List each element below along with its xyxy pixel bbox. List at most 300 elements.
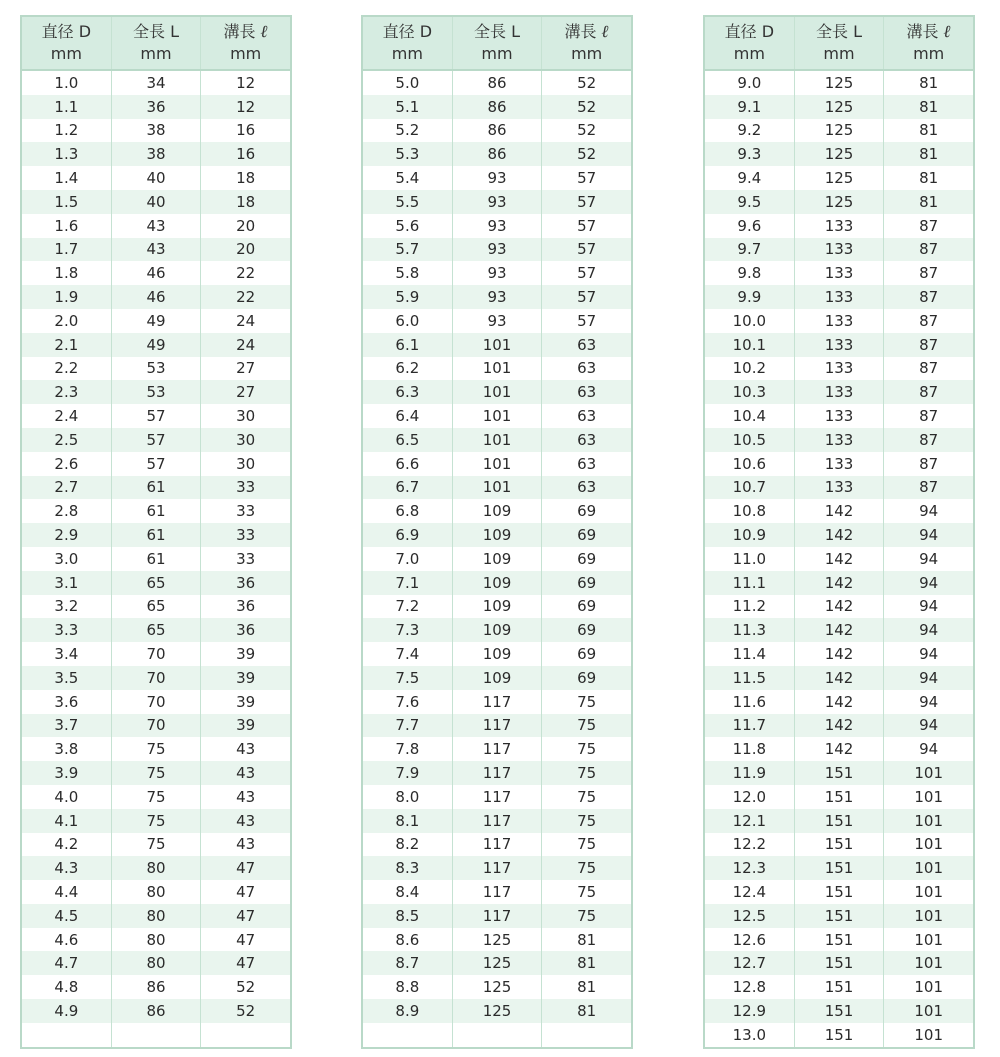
- diameter-cell: 2.0: [22, 309, 112, 333]
- flute-length-cell: 87: [919, 335, 939, 354]
- table-row: [22, 261, 290, 285]
- overall-length-cell: 125: [795, 166, 885, 190]
- flute-length-cell: 87: [919, 430, 939, 449]
- flute-length-cell: 52: [577, 73, 597, 92]
- diameter-cell: 2.6: [22, 452, 112, 476]
- overall-length-cell: 80: [112, 856, 202, 880]
- diameter-cell: 1.8: [22, 261, 112, 285]
- diameter-cell: 12.2: [705, 833, 795, 857]
- diameter-cell: 10.9: [705, 523, 795, 547]
- table-row: [22, 452, 290, 476]
- flute-length-cell: 101: [914, 835, 943, 854]
- table-row: [363, 690, 631, 714]
- flute-length-cell: 33: [236, 549, 256, 568]
- table-row: [363, 642, 631, 666]
- header-diameter: [705, 17, 795, 69]
- diameter-cell: 7.1: [363, 571, 453, 595]
- flute-length-cell: 20: [236, 216, 256, 235]
- overall-length-cell: 117: [453, 761, 543, 785]
- table-row: [705, 166, 973, 190]
- overall-length-cell: [112, 1023, 202, 1047]
- flute-length-cell: 87: [919, 264, 939, 283]
- overall-length-cell: 70: [112, 714, 202, 738]
- overall-length-cell: 133: [795, 309, 885, 333]
- flute-length-cell: 39: [236, 668, 256, 687]
- table-row: [705, 690, 973, 714]
- flute-length-cell: 87: [919, 288, 939, 307]
- table-row: [22, 666, 290, 690]
- diameter-cell: 4.1: [22, 809, 112, 833]
- diameter-cell: 3.0: [22, 547, 112, 571]
- table-row: [363, 880, 631, 904]
- flute-length-cell: 52: [577, 145, 597, 164]
- overall-length-cell: 46: [112, 285, 202, 309]
- table-row: [705, 666, 973, 690]
- overall-length-cell: 40: [112, 190, 202, 214]
- overall-length-cell: 151: [795, 856, 885, 880]
- overall-length-cell: 125: [453, 975, 543, 999]
- diameter-cell: 6.5: [363, 428, 453, 452]
- flute-length-cell: 75: [577, 740, 597, 759]
- overall-length-cell: 93: [453, 190, 543, 214]
- overall-length-cell: 38: [112, 119, 202, 143]
- overall-length-cell: 109: [453, 571, 543, 595]
- diameter-cell: 8.1: [363, 809, 453, 833]
- drill-spec-table-1: [20, 15, 292, 1049]
- overall-length-cell: 117: [453, 856, 543, 880]
- flute-length-cell: 33: [236, 502, 256, 521]
- table-row: [705, 214, 973, 238]
- diameter-cell: 10.5: [705, 428, 795, 452]
- header-flute-length-unit: mm: [571, 44, 603, 63]
- header-flute-length-text: 溝長: [223, 22, 256, 41]
- overall-length-cell: 38: [112, 142, 202, 166]
- table-row: [705, 333, 973, 357]
- flute-length-cell: 81: [577, 930, 597, 949]
- table-row: [363, 975, 631, 999]
- diameter-cell: 9.3: [705, 142, 795, 166]
- table-row: [363, 595, 631, 619]
- flute-length-cell: 43: [236, 835, 256, 854]
- table-row: [363, 547, 631, 571]
- overall-length-cell: 142: [795, 523, 885, 547]
- diameter-cell: 1.3: [22, 142, 112, 166]
- table-row: [22, 999, 290, 1023]
- table-row: [363, 238, 631, 262]
- flute-length-cell: 52: [236, 978, 256, 997]
- table-row: [363, 785, 631, 809]
- table-row: [705, 928, 973, 952]
- table-row: [705, 642, 973, 666]
- table-row: [22, 547, 290, 571]
- diameter-cell: 12.8: [705, 975, 795, 999]
- overall-length-cell: 53: [112, 357, 202, 381]
- overall-length-cell: [453, 1023, 543, 1047]
- diameter-cell: 4.9: [22, 999, 112, 1023]
- flute-length-cell: 20: [236, 240, 256, 259]
- diameter-cell: 8.6: [363, 928, 453, 952]
- overall-length-cell: 57: [112, 428, 202, 452]
- table-row: [22, 785, 290, 809]
- overall-length-cell: 125: [795, 95, 885, 119]
- diameter-cell: 10.3: [705, 380, 795, 404]
- diameter-cell: 3.2: [22, 595, 112, 619]
- flute-length-cell: 24: [236, 311, 256, 330]
- table-row: [363, 571, 631, 595]
- header-diameter-unit: mm: [50, 44, 82, 63]
- diameter-cell: 6.2: [363, 357, 453, 381]
- diameter-cell: 12.4: [705, 880, 795, 904]
- overall-length-cell: 36: [112, 95, 202, 119]
- header-flute-length: [201, 17, 290, 69]
- diameter-cell: 12.3: [705, 856, 795, 880]
- diameter-cell: 5.1: [363, 95, 453, 119]
- flute-length-cell: 39: [236, 645, 256, 664]
- table-row: [363, 380, 631, 404]
- table-row: [363, 214, 631, 238]
- diameter-cell: 10.6: [705, 452, 795, 476]
- flute-length-cell: 81: [919, 73, 939, 92]
- ell-symbol: ℓ: [601, 22, 609, 42]
- table-row: [22, 880, 290, 904]
- table-row: [363, 142, 631, 166]
- diameter-cell: 3.3: [22, 618, 112, 642]
- flute-length-cell: 81: [919, 192, 939, 211]
- overall-length-cell: 101: [453, 333, 543, 357]
- flute-length-cell: 47: [236, 882, 256, 901]
- diameter-cell: 8.7: [363, 951, 453, 975]
- overall-length-cell: 53: [112, 380, 202, 404]
- diameter-cell: 10.0: [705, 309, 795, 333]
- table-row: [705, 238, 973, 262]
- diameter-cell: 1.0: [22, 71, 112, 95]
- table-row: [363, 499, 631, 523]
- diameter-cell: 12.5: [705, 904, 795, 928]
- table-row: [705, 404, 973, 428]
- overall-length-cell: 117: [453, 785, 543, 809]
- overall-length-cell: 70: [112, 666, 202, 690]
- diameter-cell: 1.7: [22, 238, 112, 262]
- header-diameter-unit: mm: [733, 44, 765, 63]
- flute-length-cell: [201, 1023, 290, 1047]
- diameter-cell: 2.8: [22, 499, 112, 523]
- overall-length-cell: 142: [795, 547, 885, 571]
- overall-length-cell: 125: [795, 190, 885, 214]
- overall-length-cell: 109: [453, 618, 543, 642]
- flute-length-cell: 101: [914, 811, 943, 830]
- diameter-cell: 7.7: [363, 714, 453, 738]
- diameter-cell: 4.2: [22, 833, 112, 857]
- table-row: [22, 95, 290, 119]
- diameter-cell: 11.6: [705, 690, 795, 714]
- diameter-cell: 4.0: [22, 785, 112, 809]
- diameter-cell: 5.2: [363, 119, 453, 143]
- drill-spec-table-3: [703, 15, 975, 1049]
- flute-length-cell: 63: [577, 430, 597, 449]
- flute-length-cell: 94: [919, 597, 939, 616]
- overall-length-cell: 43: [112, 238, 202, 262]
- flute-length-cell: 12: [236, 97, 256, 116]
- diameter-cell: 4.5: [22, 904, 112, 928]
- flute-length-cell: 75: [577, 692, 597, 711]
- overall-length-cell: 65: [112, 618, 202, 642]
- overall-length-cell: 57: [112, 404, 202, 428]
- flute-length-cell: 101: [914, 1001, 943, 1020]
- flute-length-cell: 69: [577, 573, 597, 592]
- flute-length-cell: 33: [236, 478, 256, 497]
- table-row: [22, 309, 290, 333]
- overall-length-cell: 133: [795, 333, 885, 357]
- flute-length-cell: 18: [236, 192, 256, 211]
- diameter-cell: 2.4: [22, 404, 112, 428]
- table-row: [363, 1023, 631, 1047]
- flute-length-cell: 43: [236, 764, 256, 782]
- table-row: [705, 142, 973, 166]
- ell-symbol: ℓ: [943, 22, 951, 42]
- diameter-cell: 3.6: [22, 690, 112, 714]
- overall-length-cell: 61: [112, 499, 202, 523]
- diameter-cell: 4.6: [22, 928, 112, 952]
- flute-length-cell: 87: [919, 216, 939, 235]
- table-row: [363, 856, 631, 880]
- table-row: [705, 856, 973, 880]
- overall-length-cell: 43: [112, 214, 202, 238]
- table-row: [22, 714, 290, 738]
- overall-length-cell: 86: [453, 119, 543, 143]
- flute-length-cell: 63: [577, 478, 597, 497]
- flute-length-cell: 87: [919, 454, 939, 473]
- diameter-cell: 12.6: [705, 928, 795, 952]
- header-flute-length-text: 溝長: [906, 22, 939, 41]
- overall-length-cell: 142: [795, 642, 885, 666]
- overall-length-cell: 125: [453, 928, 543, 952]
- overall-length-cell: 80: [112, 904, 202, 928]
- overall-length-cell: 93: [453, 166, 543, 190]
- flute-length-cell: 75: [577, 859, 597, 878]
- table-row: [705, 380, 973, 404]
- flute-length-cell: 27: [236, 383, 256, 402]
- flute-length-cell: 22: [236, 288, 256, 307]
- flute-length-cell: 63: [577, 407, 597, 426]
- header-flute-length-unit: mm: [230, 44, 262, 63]
- diameter-cell: 3.1: [22, 571, 112, 595]
- table-header: [705, 17, 973, 71]
- table-row: [705, 309, 973, 333]
- overall-length-cell: 142: [795, 499, 885, 523]
- table-row: [705, 95, 973, 119]
- diameter-cell: 5.3: [363, 142, 453, 166]
- diameter-cell: 1.9: [22, 285, 112, 309]
- diameter-cell: [22, 1023, 112, 1047]
- overall-length-cell: 142: [795, 690, 885, 714]
- overall-length-cell: 86: [453, 71, 543, 95]
- flute-length-cell: 81: [919, 169, 939, 188]
- overall-length-cell: 151: [795, 999, 885, 1023]
- diameter-cell: 11.7: [705, 714, 795, 738]
- overall-length-cell: 75: [112, 809, 202, 833]
- overall-length-cell: 75: [112, 737, 202, 761]
- diameter-cell: 5.8: [363, 261, 453, 285]
- flute-length-cell: 101: [914, 954, 943, 973]
- header-diameter-unit: mm: [391, 44, 423, 63]
- overall-length-cell: 117: [453, 714, 543, 738]
- overall-length-cell: 101: [453, 452, 543, 476]
- diameter-cell: 10.1: [705, 333, 795, 357]
- overall-length-cell: 93: [453, 214, 543, 238]
- overall-length-cell: 133: [795, 428, 885, 452]
- table-row: [22, 166, 290, 190]
- flute-length-cell: 81: [919, 145, 939, 164]
- table-row: [363, 428, 631, 452]
- diameter-cell: 5.0: [363, 71, 453, 95]
- flute-length-cell: 87: [919, 359, 939, 378]
- flute-length-cell: 94: [919, 692, 939, 711]
- table-row: [705, 714, 973, 738]
- flute-length-cell: 101: [914, 859, 943, 878]
- flute-length-cell: 18: [236, 169, 256, 188]
- flute-length-cell: 69: [577, 526, 597, 545]
- flute-length-cell: 101: [914, 764, 943, 782]
- table-row: [22, 523, 290, 547]
- flute-length-cell: 87: [919, 478, 939, 497]
- table-row: [363, 928, 631, 952]
- diameter-cell: 1.2: [22, 119, 112, 143]
- flute-length-cell: 52: [236, 1001, 256, 1020]
- table-row: [22, 690, 290, 714]
- table-row: [22, 809, 290, 833]
- diameter-cell: 7.2: [363, 595, 453, 619]
- flute-length-cell: 57: [577, 240, 597, 259]
- table-row: [363, 333, 631, 357]
- overall-length-cell: 70: [112, 690, 202, 714]
- diameter-cell: 2.5: [22, 428, 112, 452]
- diameter-cell: 8.2: [363, 833, 453, 857]
- flute-length-cell: 39: [236, 692, 256, 711]
- diameter-cell: 7.4: [363, 642, 453, 666]
- table-row: [22, 333, 290, 357]
- table-row: [363, 190, 631, 214]
- diameter-cell: 1.6: [22, 214, 112, 238]
- flute-length-cell: 94: [919, 645, 939, 664]
- flute-length-cell: 47: [236, 930, 256, 949]
- overall-length-cell: 133: [795, 357, 885, 381]
- overall-length-cell: 75: [112, 761, 202, 785]
- diameter-cell: 6.4: [363, 404, 453, 428]
- header-overall-length-label: 全長 L: [816, 22, 863, 41]
- overall-length-cell: 109: [453, 547, 543, 571]
- table-row: [363, 833, 631, 857]
- table-row: [363, 476, 631, 500]
- overall-length-cell: 86: [112, 975, 202, 999]
- flute-length-cell: 69: [577, 502, 597, 521]
- table-row: [705, 1023, 973, 1047]
- diameter-cell: 5.7: [363, 238, 453, 262]
- table-row: [363, 452, 631, 476]
- overall-length-cell: 117: [453, 904, 543, 928]
- overall-length-cell: 80: [112, 928, 202, 952]
- header-flute-length-label: [564, 21, 608, 43]
- table-row: [22, 190, 290, 214]
- diameter-cell: 9.7: [705, 238, 795, 262]
- diameter-cell: 9.9: [705, 285, 795, 309]
- diameter-cell: 8.4: [363, 880, 453, 904]
- diameter-cell: [363, 1023, 453, 1047]
- diameter-cell: 2.2: [22, 357, 112, 381]
- flute-length-cell: 30: [236, 430, 256, 449]
- flute-length-cell: 36: [236, 621, 256, 640]
- overall-length-cell: 151: [795, 880, 885, 904]
- flute-length-cell: 94: [919, 740, 939, 759]
- overall-length-cell: 61: [112, 476, 202, 500]
- flute-length-cell: 47: [236, 906, 256, 925]
- overall-length-cell: 125: [795, 119, 885, 143]
- table-row: [363, 166, 631, 190]
- flute-length-cell: 30: [236, 407, 256, 426]
- diameter-cell: 7.9: [363, 761, 453, 785]
- table-row: [22, 618, 290, 642]
- diameter-cell: 8.8: [363, 975, 453, 999]
- flute-length-cell: 101: [914, 882, 943, 901]
- diameter-cell: 8.5: [363, 904, 453, 928]
- table-row: [22, 499, 290, 523]
- flute-length-cell: 94: [919, 549, 939, 568]
- overall-length-cell: 40: [112, 166, 202, 190]
- flute-length-cell: 22: [236, 264, 256, 283]
- diameter-cell: 2.7: [22, 476, 112, 500]
- header-flute-length: [542, 17, 631, 69]
- diameter-cell: 1.1: [22, 95, 112, 119]
- table-row: [705, 975, 973, 999]
- flute-length-cell: 81: [919, 121, 939, 140]
- diameter-cell: 12.9: [705, 999, 795, 1023]
- header-flute-length-text: 溝長: [564, 22, 597, 41]
- flute-length-cell: 69: [577, 645, 597, 664]
- diameter-cell: 12.7: [705, 951, 795, 975]
- flute-length-cell: 27: [236, 359, 256, 378]
- flute-length-cell: 63: [577, 383, 597, 402]
- overall-length-cell: 125: [795, 142, 885, 166]
- overall-length-cell: 93: [453, 285, 543, 309]
- overall-length-cell: 142: [795, 737, 885, 761]
- diameter-cell: 5.5: [363, 190, 453, 214]
- flute-length-cell: 16: [236, 145, 256, 164]
- table-header: [22, 17, 290, 71]
- diameter-cell: 11.0: [705, 547, 795, 571]
- header-diameter-label: 直径 D: [724, 22, 775, 41]
- overall-length-cell: 151: [795, 809, 885, 833]
- flute-length-cell: 43: [236, 811, 256, 830]
- flute-length-cell: 30: [236, 454, 256, 473]
- flute-length-cell: 94: [919, 668, 939, 687]
- flute-length-cell: 63: [577, 454, 597, 473]
- table-row: [705, 880, 973, 904]
- diameter-cell: 11.5: [705, 666, 795, 690]
- overall-length-cell: 101: [453, 404, 543, 428]
- table-row: [22, 595, 290, 619]
- header-flute-length-unit: mm: [913, 44, 945, 63]
- flute-length-cell: 75: [577, 764, 597, 782]
- table-row: [363, 666, 631, 690]
- table-row: [22, 928, 290, 952]
- flute-length-cell: 57: [577, 192, 597, 211]
- flute-length-cell: 75: [577, 906, 597, 925]
- table-row: [22, 476, 290, 500]
- table-row: [705, 595, 973, 619]
- table-row: [705, 833, 973, 857]
- overall-length-cell: 142: [795, 666, 885, 690]
- overall-length-cell: 101: [453, 357, 543, 381]
- flute-length-cell: 69: [577, 668, 597, 687]
